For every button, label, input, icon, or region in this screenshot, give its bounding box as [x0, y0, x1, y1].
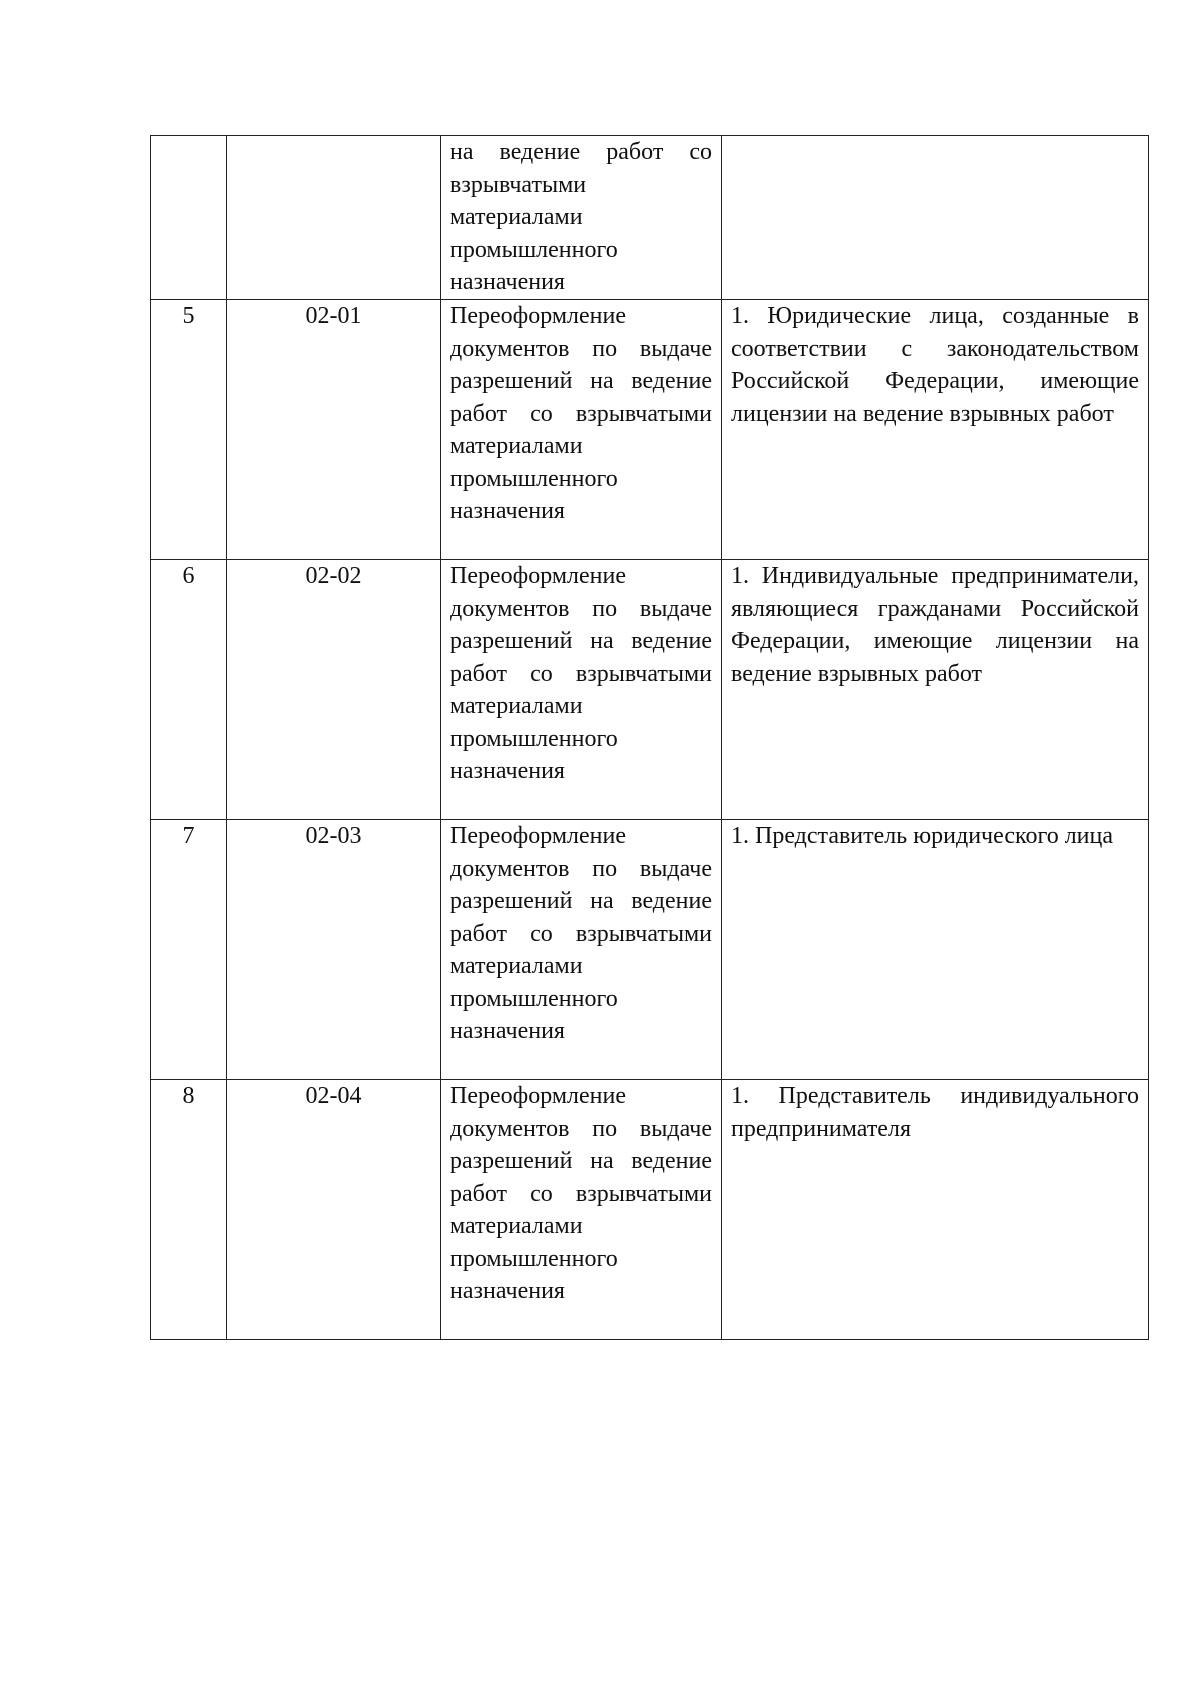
- service-code-cell: [227, 300, 441, 560]
- service-name-cell: [441, 820, 722, 1080]
- table-row: [151, 136, 1149, 300]
- service-code: 02-02: [305, 563, 362, 589]
- row-number-cell: [151, 560, 227, 820]
- services-table: [150, 135, 1149, 1340]
- applicant-text: 1. Индивидуальные предприниматели, являющиеся гражданами Российской Федерации, имеющие лицензии на ведение взрывных работ: [731, 563, 1139, 687]
- service-name-cell: [441, 300, 722, 560]
- service-name: на ведение работ со взрывчатыми материалами промышленного назначения: [450, 139, 712, 295]
- service-name-cell: [441, 560, 722, 820]
- service-name: Переоформление документов по выдаче разрешений на ведение работ со взрывчатыми материалами промышленного назначения: [450, 303, 712, 524]
- row-number-cell: [151, 820, 227, 1080]
- row-number-cell: [151, 136, 227, 300]
- applicant-cell: [722, 300, 1149, 560]
- row-number: 8: [182, 1083, 195, 1109]
- service-name: Переоформление документов по выдаче разрешений на ведение работ со взрывчатыми материалами промышленного назначения: [450, 1083, 712, 1304]
- row-number-cell: [151, 300, 227, 560]
- row-number-cell: [151, 1080, 227, 1340]
- applicant-text: 1. Представитель индивидуального предпринимателя: [731, 1083, 1139, 1142]
- table-row: [151, 300, 1149, 560]
- service-code-cell: [227, 560, 441, 820]
- service-name-cell: [441, 136, 722, 300]
- service-code-cell: [227, 820, 441, 1080]
- service-name: Переоформление документов по выдаче разрешений на ведение работ со взрывчатыми материалами промышленного назначения: [450, 563, 712, 784]
- applicant-text: 1. Юридические лица, созданные в соответствии с законодательством Российской Федерации, имеющие лицензии на ведение взрывных работ: [731, 303, 1139, 427]
- service-code-cell: [227, 1080, 441, 1340]
- row-number: 5: [182, 303, 195, 329]
- service-code-cell: [227, 136, 441, 300]
- applicant-cell: [722, 560, 1149, 820]
- service-code: 02-04: [305, 1083, 362, 1109]
- table-row: [151, 560, 1149, 820]
- row-number: 7: [182, 823, 195, 849]
- applicant-cell: [722, 820, 1149, 1080]
- service-name: Переоформление документов по выдаче разрешений на ведение работ со взрывчатыми материалами промышленного назначения: [450, 823, 712, 1044]
- service-code: 02-01: [305, 303, 362, 329]
- applicant-cell: [722, 1080, 1149, 1340]
- service-name-cell: [441, 1080, 722, 1340]
- applicant-cell: [722, 136, 1149, 300]
- applicant-text: 1. Представитель юридического лица: [731, 823, 1114, 849]
- row-number: 6: [182, 563, 195, 589]
- table-row: [151, 1080, 1149, 1340]
- service-code: 02-03: [305, 823, 362, 849]
- table-row: [151, 820, 1149, 1080]
